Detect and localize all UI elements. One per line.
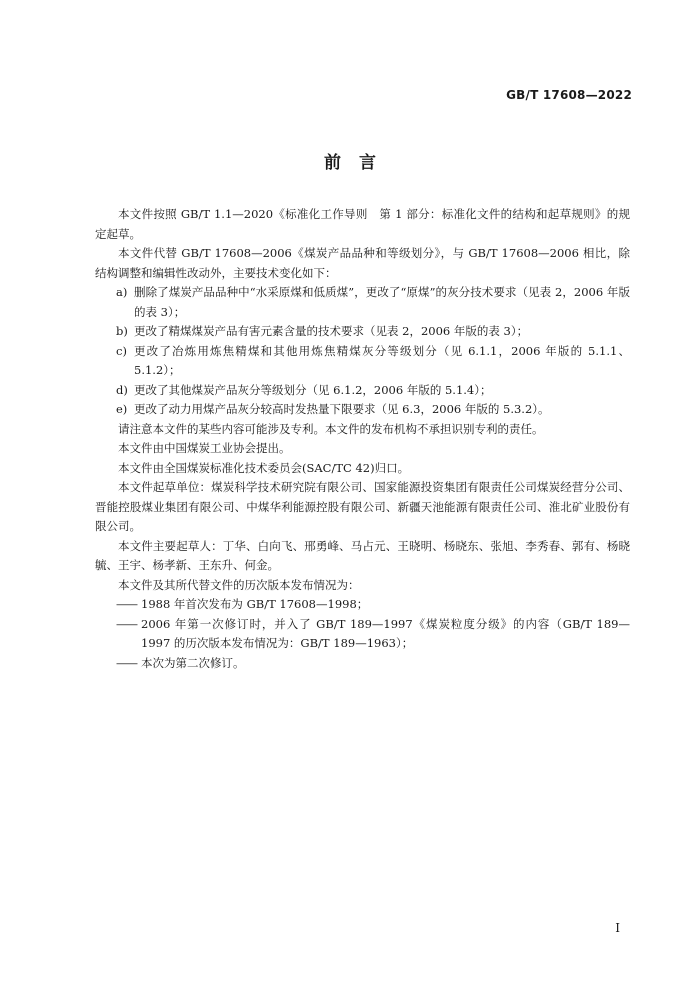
change-item <box>95 342 630 381</box>
change-text: 更改了其他煤炭产品灰分等级划分（见 6.1.2，2006 年版的 5.1.4）； <box>134 382 492 397</box>
history-item <box>95 595 630 615</box>
history-dash: —— <box>116 616 137 631</box>
page-title: 前言 <box>324 153 394 173</box>
paragraph-committee: 本文件由全国煤炭标准化技术委员会(SAC/TC 42)归口。 <box>118 460 410 475</box>
paragraph-history-intro: 本文件及其所代替文件的历次版本发布情况为： <box>118 577 360 592</box>
history-text: 1988 年首次发布为 GB/T 17608—1998； <box>141 597 369 611</box>
standard-number: GB/T 17608—2022 <box>506 88 632 102</box>
change-item <box>95 381 630 401</box>
history-dash: —— <box>116 597 137 611</box>
paragraph-replaces: 本文件代替 GB/T 17608—2006《煤炭产品品种和等级划分》，与 GB/T 17608—2006 相比，除结构调整和编辑性改动外，主要技术变化如下： <box>95 246 630 280</box>
change-item <box>95 400 630 420</box>
change-text: 更改了精煤煤炭产品有害元素含量的技术要求（见表 2，2006 年版的表 3）； <box>134 324 529 338</box>
history-item <box>95 654 630 674</box>
foreword-body <box>95 205 630 673</box>
change-item <box>95 322 630 342</box>
page-number: I <box>615 921 620 935</box>
change-item <box>95 283 630 322</box>
change-text: 更改了动力用煤产品灰分较高时发热量下限要求（见 6.3，2006 年版的 5.3.2）。 <box>134 402 550 416</box>
change-marker: e) <box>116 402 128 416</box>
history-text: 本次为第二次修订。 <box>141 655 245 670</box>
history-text: 2006 年第一次修订时，并入了 GB/T 189—1997《煤炭粒度分级》的内容（GB/T 189—1997 的历次版本发布情况为：GB/T 189—1963）； <box>141 616 630 650</box>
paragraph-drafters: 本文件主要起草人：丁华、白向飞、邢勇峰、马占元、王晓明、杨晓东、张旭、李秀春、郭有、杨晓毓、王宇、杨孝新、王东升、何金。 <box>95 538 630 572</box>
change-text: 更改了冶炼用炼焦精煤和其他用炼焦精煤灰分等级划分（见 6.1.1，2006 年版的 5.1.1、5.1.2）； <box>134 343 630 377</box>
history-dash: —— <box>116 655 137 670</box>
paragraph-drafting-units: 本文件起草单位：煤炭科学技术研究院有限公司、国家能源投资集团有限责任公司煤炭经营分公司、晋能控股煤业集团有限公司、中煤华利能源控股有限公司、新疆天池能源有限责任公司、淮北矿业股份有限公司。 <box>95 480 630 533</box>
paragraph-proposer: 本文件由中国煤炭工业协会提出。 <box>118 441 291 455</box>
change-marker: b) <box>116 324 128 338</box>
change-marker: d) <box>116 382 128 397</box>
paragraph-patent-notice: 请注意本文件的某些内容可能涉及专利。本文件的发布机构不承担识别专利的责任。 <box>118 421 544 436</box>
change-marker: a) <box>116 285 128 299</box>
history-item <box>95 615 630 654</box>
change-marker: c) <box>116 343 127 358</box>
paragraph-drafting-rules: 本文件按照 GB/T 1.1—2020《标准化工作导则 第 1 部分：标准化文件的结构和起草规则》的规定起草。 <box>95 207 630 241</box>
change-text: 删除了煤炭产品品种中“水采原煤和低质煤”，更改了“原煤”的灰分技术要求（见表 2，2006 年版的表 3）； <box>134 285 630 319</box>
